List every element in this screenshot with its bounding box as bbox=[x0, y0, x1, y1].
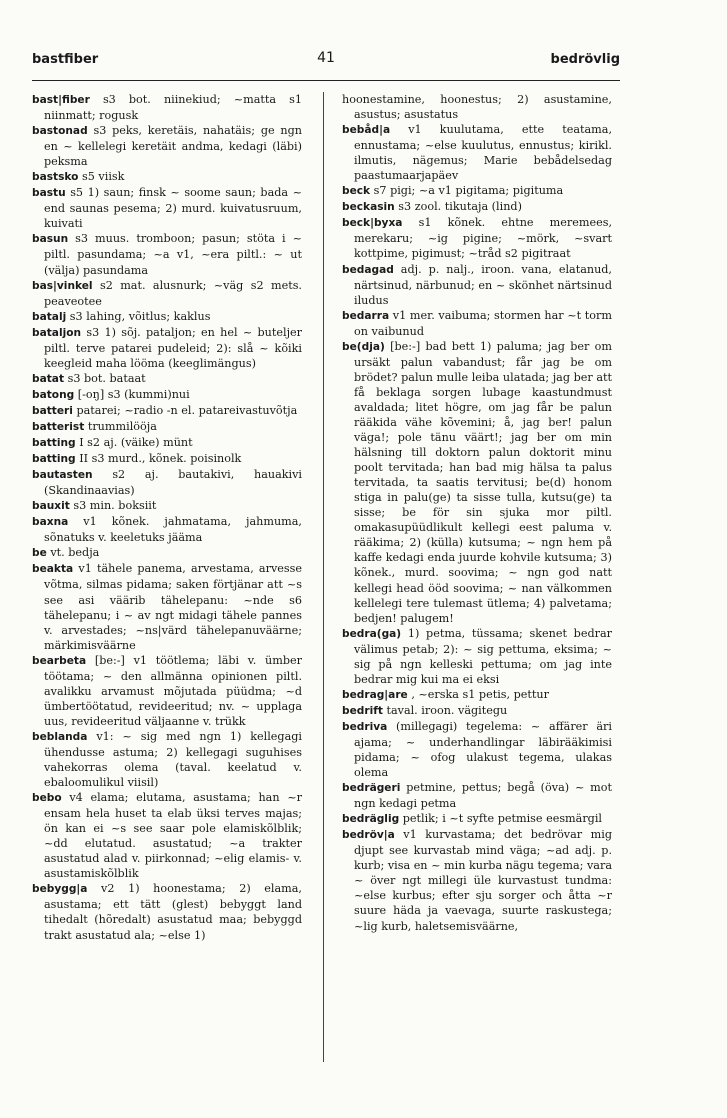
dictionary-entry bbox=[32, 451, 302, 467]
entry-headword: batat bbox=[32, 372, 65, 385]
entry-definition: v1 tähele panema, arvestama, arvesse võtma, silmas pidama; saken förtjänar att ~s see asi väärib tähelepanu: ~nde s6 tähelepanu; i ~ av ngt midagi tähele pannes v. arvestades; ~ns|värd tähelepanuväärne; märkimisväärne bbox=[44, 562, 302, 652]
entry-headword: beck|byxa bbox=[342, 217, 403, 230]
entry-headword: bataljon bbox=[32, 326, 82, 339]
page-number: 41 bbox=[317, 50, 335, 66]
header-rule bbox=[32, 80, 620, 81]
running-header bbox=[32, 52, 620, 72]
entry-headword: bedagad bbox=[342, 263, 394, 276]
entry-headword: batting bbox=[32, 453, 76, 466]
entry-definition: hoonestamine, hoonestus; 2) asustamine, asustus; asustatus bbox=[342, 93, 612, 122]
entry-definition: s3 lahing, võitlus; kaklus bbox=[69, 309, 211, 323]
dictionary-entry bbox=[32, 435, 302, 451]
dictionary-entry bbox=[32, 467, 302, 498]
entry-headword: baxna bbox=[32, 516, 69, 529]
entry-definition: s2 mat. alusnurk; ~väg s2 mets. peaveotee bbox=[44, 278, 302, 308]
dictionary-entry bbox=[32, 371, 302, 387]
entry-definition: petlik; i ~t syfte petmise eesmärgil bbox=[402, 812, 603, 826]
entry-headword: bastsko bbox=[32, 171, 79, 184]
entry-definition: [be:-] bad bett 1) paluma; jag ber om ursäkt palun vabandust; får jag be om brödet? palun mulle leiba ulatada; jag ber att få beklaga sorgen lubage kaastundmust avaldada; litet högre, om jag får be palun rääkida vähe kõvemini; å, jag ber! palun väga!; pole tänu väärt!; jag ber om min hälsning till doktorn palun doktorit minu poolt tervitada; han bad mig hälsa ta palus tervitada, ta saatis tervitusi; be(d) honom stiga in palu(ge) ta sisse tulla, kutsu(ge) ta sisse; be för sin sjuka mor piltl. omakasupüüdlikult kellegi eest paluma v. rääkima; 2) (külla) kutsuma; ~ ngn hem på kaffe kedagi enda juurde kohvile kutsuma; 3) kõnek., murd. soovima; ~ ngn god natt kellegi head ööd soovima; ~ nan välkommen kellelegi tere tulemast ütlema; 4) palvetama; bedjen! palugem! bbox=[354, 339, 613, 625]
dictionary-entry bbox=[32, 309, 302, 325]
dictionary-entry bbox=[342, 780, 612, 811]
entry-definition: s3 min. boksiit bbox=[73, 499, 157, 513]
dictionary-entry bbox=[342, 811, 612, 827]
dictionary-entry bbox=[342, 827, 612, 933]
entry-headword: batterist bbox=[32, 420, 85, 433]
entry-definition: II s3 murd., kõnek. poisinolk bbox=[79, 452, 242, 466]
dictionary-entry bbox=[32, 545, 302, 561]
entry-definition: s5 viisk bbox=[82, 170, 125, 184]
entry-headword: bedriva bbox=[342, 720, 388, 733]
entry-definition: 1) petma, tüssama; skenet bedrar välimus petab; 2): ~ sig pettuma, eksima; ~ sig på ngn kelleski pettuma; om jag inte bedrar mig kui ma ei eksi bbox=[354, 626, 612, 686]
entry-definition: taval. iroon. vägitegu bbox=[386, 703, 508, 717]
entry-headword: bebåd|a bbox=[342, 124, 391, 137]
dictionary-entry bbox=[342, 183, 612, 199]
dictionary-entry bbox=[32, 278, 302, 309]
entry-headword: batting bbox=[32, 437, 76, 450]
dictionary-entry bbox=[32, 653, 302, 729]
entry-headword: batalj bbox=[32, 310, 67, 323]
guide-word-first: bastfiber bbox=[32, 52, 99, 67]
entry-headword: bedräglig bbox=[342, 813, 400, 826]
entry-definition: v1: ~ sig med ngn 1) kellegagi ühendusse astuma; 2) kellegagi suguhises vahekorras olema (taval. keelatud v. ebaloomulikul viisil) bbox=[44, 729, 302, 790]
entry-headword: beakta bbox=[32, 563, 74, 576]
entry-definition: s3 muus. tromboon; pasun; stöta i ~ piltl. pasundama; ~a v1, ~era piltl.: ~ ut (välja) pasundama bbox=[44, 232, 302, 277]
dictionary-entry bbox=[32, 498, 302, 514]
dictionary-entry bbox=[342, 92, 612, 122]
entry-headword: bauxit bbox=[32, 500, 70, 513]
entry-definition: s3 zool. tikutaja (lind) bbox=[398, 200, 522, 214]
dictionary-entry bbox=[342, 262, 612, 308]
entry-headword: bedrift bbox=[342, 704, 383, 717]
entry-definition: adj. p. nalj., iroon. vana, elatanud, närtsinud, närbunud; en ~ skönhet närtsinud iludus bbox=[354, 262, 612, 307]
entry-headword: bas|vinkel bbox=[32, 279, 93, 292]
entry-definition: [be:-] v1 töötlema; läbi v. ümber töötama; ~ den allmänna opinionen piltl. avalikku arvamust mõjutada püüdma; ~d ümbertöötatud, revideeritud; nv. ~ upplaga uus, revideeritud väljaanne v. trükk bbox=[44, 653, 302, 728]
dictionary-entry bbox=[32, 881, 302, 942]
entry-headword: be bbox=[32, 547, 47, 560]
entry-definition: I s2 aj. (väike) münt bbox=[79, 436, 193, 450]
entry-headword: bedröv|a bbox=[342, 829, 395, 842]
dictionary-entry bbox=[32, 185, 302, 231]
entry-definition: patarei; ~radio -n el. patareivastuvõtja bbox=[76, 403, 298, 417]
dictionary-entry bbox=[32, 790, 302, 881]
entry-definition: [-oŋ] s3 (kummi)nui bbox=[77, 387, 190, 401]
entry-definition: v1 kurvastama; det bedrövar mig djupt see kurvastab mind väga; ~ad adj. p. kurb; visa en ~ min kurba nägu tegema; vara ~ över ngt millegi üle kurvastust tundma: ~else kurbus; efter sju sorger och åtta ~r suure häda ja vaevaga, suurte raskustega; ~lig kurb, haletsemisväärne, bbox=[354, 828, 612, 933]
entry-definition: s2 aj. bautakivi, hauakivi (Skandinaavias) bbox=[44, 468, 302, 498]
entry-definition: , ~erska s1 petis, pettur bbox=[411, 687, 549, 701]
entry-definition: v1 mer. vaibuma; stormen har ~t torm on vaibunud bbox=[354, 308, 612, 338]
dictionary-entry bbox=[32, 387, 302, 403]
dictionary-entry bbox=[32, 123, 302, 169]
entry-headword: batteri bbox=[32, 404, 73, 417]
entry-headword: bautasten bbox=[32, 469, 93, 482]
guide-word-last: bedrövlig bbox=[550, 52, 620, 67]
entry-headword: bebo bbox=[32, 792, 62, 805]
dictionary-entry bbox=[32, 169, 302, 185]
right-column bbox=[342, 92, 612, 934]
entry-headword: bastonad bbox=[32, 125, 88, 138]
dictionary-entry bbox=[342, 308, 612, 339]
entry-headword: batong bbox=[32, 388, 75, 401]
entry-definition: v4 elama; elutama, asustama; han ~r ensam hela huset ta elab üksi terves majas; ön kan ei ~s see saar pole elamiskõlblik; ~dd elutatud. asustatud; ~a trakter asustatud alad v. piirkonnad; ~elig elamis- v. asustamiskõlblik bbox=[44, 791, 302, 881]
entry-definition: s3 1) sõj. pataljon; en hel ~ buteljer piltl. terve patarei pudeleid; 2): slå ~ kõiki keegleid maha lööma (keeglimängus) bbox=[44, 325, 303, 370]
entry-definition: v1 kõnek. jahmatama, jahmuma, sõnatuks v. keeletuks jääma bbox=[44, 515, 302, 545]
entry-headword: beck bbox=[342, 185, 371, 198]
dictionary-entry bbox=[342, 626, 612, 687]
entry-headword: bedrag|are bbox=[342, 688, 408, 701]
entry-headword: beckasin bbox=[342, 201, 395, 214]
entry-headword: bearbeta bbox=[32, 654, 87, 667]
entry-headword: bast|fiber bbox=[32, 94, 90, 106]
entry-definition: s3 bot. niinekiud; ~matta s1 niinmatt; rogusk bbox=[44, 93, 302, 123]
entry-definition: s3 bot. bataat bbox=[67, 371, 146, 385]
entry-definition: trummilööja bbox=[87, 419, 157, 433]
entry-headword: bedarra bbox=[342, 309, 390, 322]
dictionary-entry bbox=[342, 122, 612, 183]
entry-definition: v2 1) hoonestama; 2) elama, asustama; ett tätt (glest) bebyggt land tihedalt (hõredalt) asustatud maa; bebyggd trakt asustatud ala; ~else 1) bbox=[44, 882, 302, 942]
dictionary-entry bbox=[32, 729, 302, 790]
column-divider bbox=[323, 92, 324, 1062]
dictionary-entry bbox=[32, 514, 302, 545]
entry-headword: basun bbox=[32, 233, 69, 246]
dictionary-entry bbox=[32, 561, 302, 652]
dictionary-entry bbox=[342, 719, 612, 780]
entry-headword: bedrägeri bbox=[342, 782, 401, 795]
entry-headword: be(dja) bbox=[342, 340, 385, 353]
dictionary-entry bbox=[32, 231, 302, 277]
entry-definition: vt. bedja bbox=[50, 546, 100, 560]
entry-definition: s1 kõnek. ehtne meremees, merekaru; ~ig pigine; ~mörk, ~svart kottpime, pigimust; ~tråd s2 pigitraat bbox=[354, 216, 612, 261]
dictionary-entry bbox=[342, 703, 612, 719]
entry-definition: s7 pigi; ~a v1 pigitama; pigituma bbox=[373, 184, 564, 198]
dictionary-entry bbox=[32, 325, 302, 371]
entry-headword: bebygg|a bbox=[32, 883, 88, 896]
entry-definition: s3 peks, keretäis, nahatäis; ge ngn en ~ kellelegi keretäit andma, kedagi (läbi) peksma bbox=[44, 124, 302, 169]
dictionary-entry bbox=[342, 199, 612, 215]
entry-definition: (millegagi) tegelema: ~ affärer äri ajama; ~ underhandlingar läbirääkimisi pidama; ~ ofog ulakust tegema, ulakas olema bbox=[354, 719, 612, 780]
entry-definition: s5 1) saun; finsk ~ soome saun; bada ~ end saunas pesema; 2) murd. kuivatusruum, kuivati bbox=[44, 186, 302, 231]
dictionary-entry bbox=[342, 687, 612, 703]
entry-headword: beblanda bbox=[32, 730, 88, 743]
dictionary-entry bbox=[32, 419, 302, 435]
dictionary-entry bbox=[32, 403, 302, 419]
entry-definition: v1 kuulutama, ette teatama, ennustama; ~else kuulutus, ennustus; kirikl. ilmutis, nägemus; Marie bebådelsedag paastumaarjapäev bbox=[354, 123, 612, 183]
entry-headword: bastu bbox=[32, 187, 66, 200]
entry-definition: petmine, pettus; begå (öva) ~ mot ngn kedagi petma bbox=[354, 781, 612, 811]
dictionary-entry bbox=[32, 92, 302, 123]
dictionary-entry bbox=[342, 215, 612, 261]
entry-headword: bedra(ga) bbox=[342, 627, 402, 640]
left-column bbox=[32, 92, 302, 943]
dictionary-entry bbox=[342, 339, 612, 626]
